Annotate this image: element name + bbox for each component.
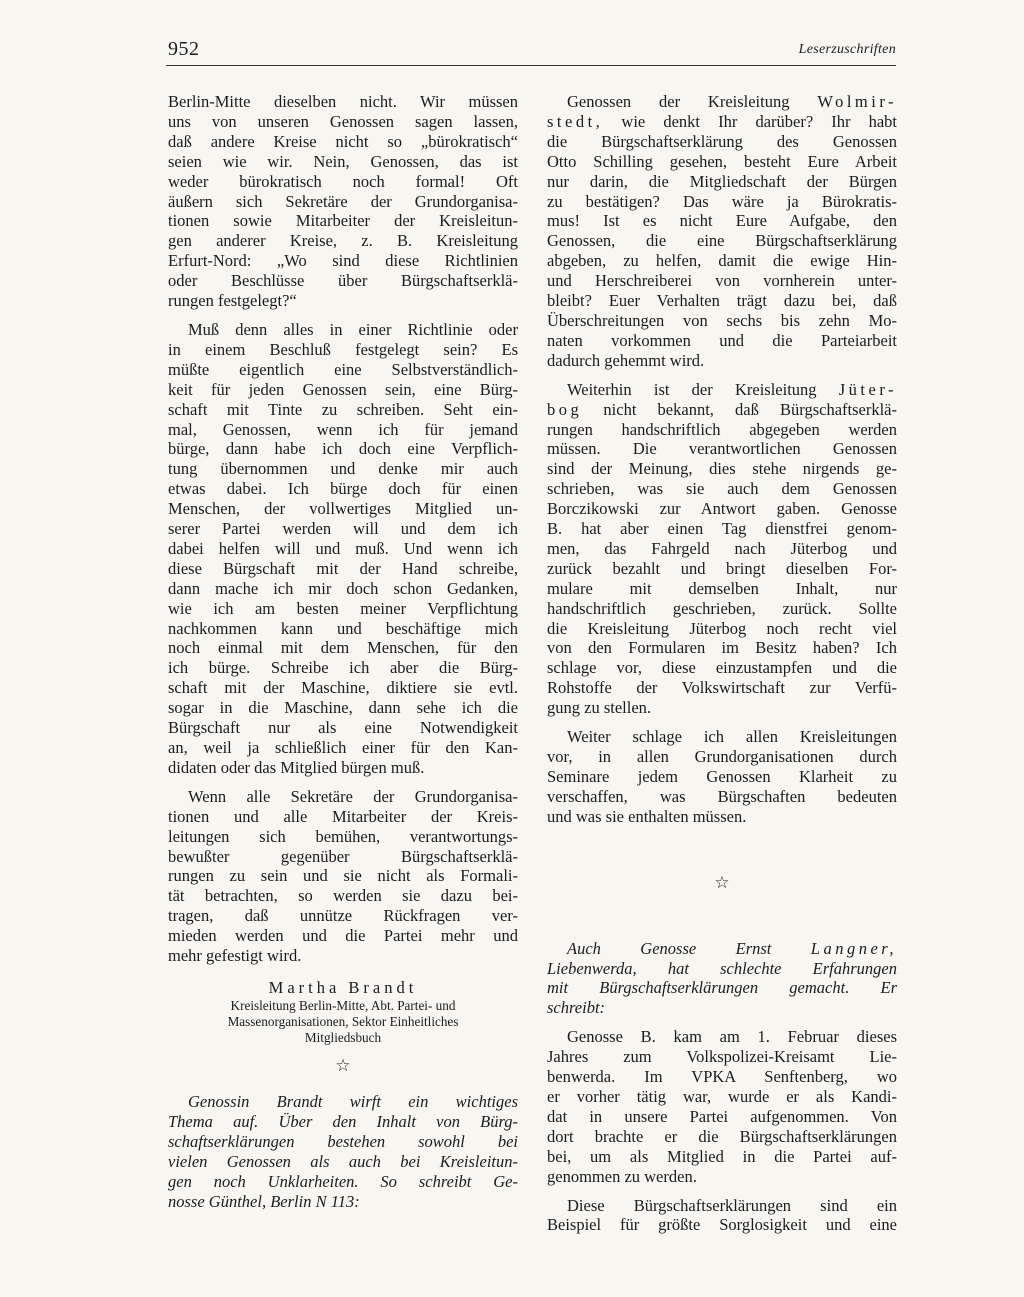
text-line: Genossin Brandt wirft ein wichtiges	[188, 1091, 518, 1111]
text-line: Weiterhin ist der Kreisleitung Jüter-	[567, 379, 897, 399]
text-line: men, das Fahrgeld nach Jüterbog und	[547, 538, 897, 558]
text-line: daß andere Kreise nicht so „bürokratisch“	[168, 131, 518, 151]
text-line: Genosse B. kam am 1. Februar dieses	[567, 1027, 897, 1047]
spaced-name: stedt,	[547, 111, 604, 131]
text-line: die Bürgschaftserklärung des Genossen	[547, 131, 897, 151]
text-line: mal, Genossen, wenn ich für jemand	[168, 419, 518, 439]
text-line: verschaffen, was Bürgschaften bedeuten	[547, 786, 897, 806]
left-paragraph-1	[168, 92, 518, 311]
text-line: gen anderer Kreise, z. B. Kreisleitung	[168, 231, 518, 251]
text-line: äußern sich Sekretäre der Grundorganisa-	[168, 191, 518, 211]
text-line: diese Bürgschaft mit der Hand schreibe,	[168, 558, 518, 578]
text-line: etwas dabei. Ich bürge doch für einen	[168, 479, 518, 499]
text-line: müßte eigentlich eine Selbstverständlich-	[168, 359, 518, 379]
text-line: vielen Genossen als auch bei Kreisleitun-	[168, 1151, 518, 1171]
text-line: benwerda. Im VPKA Senftenberg, wo	[547, 1067, 897, 1087]
left-paragraph-2	[168, 320, 518, 778]
text-line: genommen zu werden.	[547, 1166, 697, 1186]
text-line: schrieben, was sie auch dem Genossen	[547, 479, 897, 499]
text-line: er vorher tätig war, wurde er als Kandi-	[547, 1086, 897, 1106]
text-line: bürge, dann habe ich doch eine Verpflich-	[168, 439, 518, 459]
signature-block	[168, 978, 518, 1046]
text-line: mit Bürgschaftserklärungen gemacht. Er	[547, 978, 897, 998]
text-line: dann mache ich mir doch schon Gedanken,	[168, 578, 518, 598]
text-line: tät betrachten, so werden sie dazu bei-	[168, 886, 518, 906]
text-line: leitungen sich bemühen, verantwortungs-	[168, 826, 518, 846]
text-line: rungen zu sein und sie nicht als Formali-	[168, 866, 518, 886]
right-paragraph-2	[547, 380, 897, 718]
text-line: Menschen, der vollwertiges Mitglied un-	[168, 499, 518, 519]
editorial-note	[168, 1092, 518, 1211]
text-line: Genossen der Kreisleitung Wolmir-	[567, 92, 897, 111]
text-line: Liebenwerda, hat schlechte Erfahrungen	[547, 958, 897, 978]
text-line: mus! Ist es nicht Eure Aufgabe, den	[547, 211, 897, 231]
author-name: Martha Brandt	[268, 977, 418, 997]
right-paragraph-1	[547, 92, 897, 371]
spaced-name: Wolmir-	[817, 92, 897, 111]
text-line: und was sie enthalten müssen.	[547, 806, 747, 826]
text-line: Rohstoffe der Volkswirtschaft zur Verfü-	[547, 678, 897, 698]
text-line: Wenn alle Sekretäre der Grundorganisa-	[188, 786, 518, 806]
text-line: von den Formularen im Besitz haben? Ich	[547, 638, 897, 658]
author-affiliation: Mitgliedsbuch	[304, 1029, 382, 1045]
text-line: naten vorkommen und die Parteiarbeit	[547, 330, 897, 350]
text-line: Seminare jedem Genossen Klarheit zu	[547, 766, 897, 786]
right-paragraph-4	[547, 1027, 897, 1186]
text-line: in einem Beschluß festgelegt sein? Es	[168, 339, 518, 359]
text-line: Muß denn alles in einer Richtlinie oder	[188, 319, 518, 339]
text-line: Bürgschaft nur als eine Notwendigkeit	[168, 718, 518, 738]
text-line: nosse Günthel, Berlin N 113:	[168, 1191, 360, 1211]
text-line: oder Beschlüsse über Bürgschaftserklä-	[168, 271, 518, 291]
text-line: seien wie wir. Nein, Genossen, das ist	[168, 151, 518, 171]
text-line: didaten oder das Mitglied bürgen muß.	[168, 757, 425, 777]
text-line: bei, um als Mitglied in die Partei auf-	[547, 1146, 897, 1166]
spaced-name: Jüter-	[838, 379, 897, 399]
author-affiliation: Kreisleitung Berlin-Mitte, Abt. Partei- und	[230, 997, 456, 1013]
text-line: mulare mit demselben Inhalt, nur	[547, 578, 897, 598]
text-line: Beispiel für größte Sorglosigkeit und eine	[547, 1215, 897, 1235]
text-line: Borczikowski zur Antwort gaben. Genosse	[547, 499, 897, 519]
text-line: rungen handschriftlich abgegeben werden	[547, 419, 897, 439]
text-line: tionen sowie Mitarbeiter der Kreisleitun-	[168, 211, 518, 231]
text-line: die Kreisleitung Jüterbog noch recht viel	[547, 618, 897, 638]
left-paragraph-3	[168, 787, 518, 966]
text-line: Berlin-Mitte dieselben nicht. Wir müssen	[168, 92, 518, 111]
text-line: Genossen, die eine Bürgschaftserklärung	[547, 231, 897, 251]
text-line: dadurch gehemmt wird.	[547, 350, 705, 370]
text-line: weder bürokratisch noch formal! Oft	[168, 171, 518, 191]
text-line: gen noch Unklarheiten. So schreibt Ge-	[168, 1171, 518, 1191]
text-line: mehr gefestigt wird.	[168, 946, 302, 966]
text-line: rungen festgelegt?“	[168, 291, 297, 311]
text-line: sogar in die Maschine, dann sehe ich die	[168, 698, 518, 718]
text-line: B. hat aber einen Tag dienstfrei genom-	[547, 519, 897, 539]
author-affiliation: Massenorganisationen, Sektor Einheitliches	[227, 1013, 459, 1029]
text-line: wie ich am besten meiner Verpflichtung	[168, 598, 518, 618]
text-line: Jahres zum Volkspolizei-Kreisamt Lie-	[547, 1047, 897, 1067]
text-line: schaftserklärungen bestehen sowohl bei	[168, 1131, 518, 1151]
text-line: Erfurt-Nord: „Wo sind diese Richtlinien	[168, 251, 518, 271]
text-line: nachkommen kann und beschäftige mich	[168, 618, 518, 638]
text-line: Überschreitungen von sechs bis zehn Mo-	[547, 310, 897, 330]
star-separator-icon: ☆	[335, 1055, 351, 1075]
right-paragraph-3	[547, 727, 897, 827]
text-line: tragen, daß unnütze Rückfragen ver-	[168, 906, 518, 926]
text-line: schaft mit der Maschine, diktiere sie evtl.	[168, 678, 518, 698]
page-number: 952	[168, 38, 200, 60]
text-line: handschriftlich geschrieben, zurück. Sollte	[547, 598, 897, 618]
text-line: zurück bezahlt und bringt dieselben For-	[547, 558, 897, 578]
text-line: schaft mit Tinte zu schreiben. Seht ein-	[168, 399, 518, 419]
right-paragraph-5	[547, 1196, 897, 1236]
text-line: Diese Bürgschaftserklärungen sind ein	[567, 1195, 897, 1215]
text-line: Weiter schlage ich allen Kreisleitungen	[567, 727, 897, 747]
text-line: müssen. Die verantwortlichen Genossen	[547, 439, 897, 459]
text-line: nur darin, die Mitgliedschaft der Bürgen	[547, 171, 897, 191]
spaced-name: Langner,	[810, 938, 897, 958]
text-line: vor, in allen Grundorganisationen durch	[547, 747, 897, 766]
text-line: ich bürge. Schreibe ich aber die Bürg-	[168, 658, 518, 678]
text-line: bog nicht bekannt, daß Bürgschaftserklä-	[547, 399, 898, 419]
star-separator-icon: ☆	[714, 872, 730, 892]
text-line: bleibt? Euer Verhalten trägt dazu bei, daß	[547, 291, 897, 311]
editorial-note	[547, 939, 897, 1019]
text-line: bewußter gegenüber Bürgschaftserklä-	[168, 846, 518, 866]
left-column	[168, 92, 518, 1220]
text-line: stedt, wie denkt Ihr darüber? Ihr habt	[547, 111, 898, 131]
text-line: dat in unsere Partei aufgenommen. Von	[547, 1106, 897, 1126]
spaced-name: bog	[547, 399, 583, 419]
text-line: schreibt:	[547, 998, 606, 1018]
text-line: an, weil ja schließlich einer für den Kan-	[168, 738, 518, 757]
text-line: abgeben, zu helfen, damit die ewige Hin-	[547, 251, 897, 271]
text-line: uns von unseren Genossen sagen lassen,	[168, 111, 518, 131]
text-line: tionen und alle Mitarbeiter der Kreis-	[168, 806, 518, 826]
text-line: sind der Meinung, dies stehe nirgends ge-	[547, 459, 897, 479]
text-line: und Herschreiberei von vornherein unter-	[547, 271, 897, 291]
running-head: Leserzuschriften	[798, 42, 896, 57]
text-line: serer Partei werden will und dem ich	[168, 519, 518, 539]
text-line: noch einmal mit dem Menschen, für den	[168, 638, 518, 658]
text-line: schlage vor, diese einzustampfen und die	[547, 658, 897, 678]
text-line: Thema auf. Über den Inhalt von Bürg-	[168, 1111, 518, 1131]
text-line: gung zu stellen.	[547, 698, 652, 718]
text-line: mieden werden und die Partei mehr und	[168, 926, 518, 946]
text-line: tung übernommen und denke mir auch	[168, 459, 518, 479]
right-column	[547, 92, 897, 1244]
text-line: dort brachte er die Bürgschaftserklärungen	[547, 1126, 897, 1146]
text-line: keit für jeden Genossen sein, eine Bürg-	[168, 379, 518, 399]
header-rule	[166, 65, 896, 66]
text-line: zu bestätigen? Das wäre ja Bürokratis-	[547, 191, 897, 211]
text-line: Otto Schilling gesehen, besteht Eure Arbeit	[547, 151, 897, 171]
text-line: dabei helfen will und muß. Und wenn ich	[168, 538, 518, 558]
text-line: Auch Genosse Ernst Langner,	[567, 938, 897, 958]
